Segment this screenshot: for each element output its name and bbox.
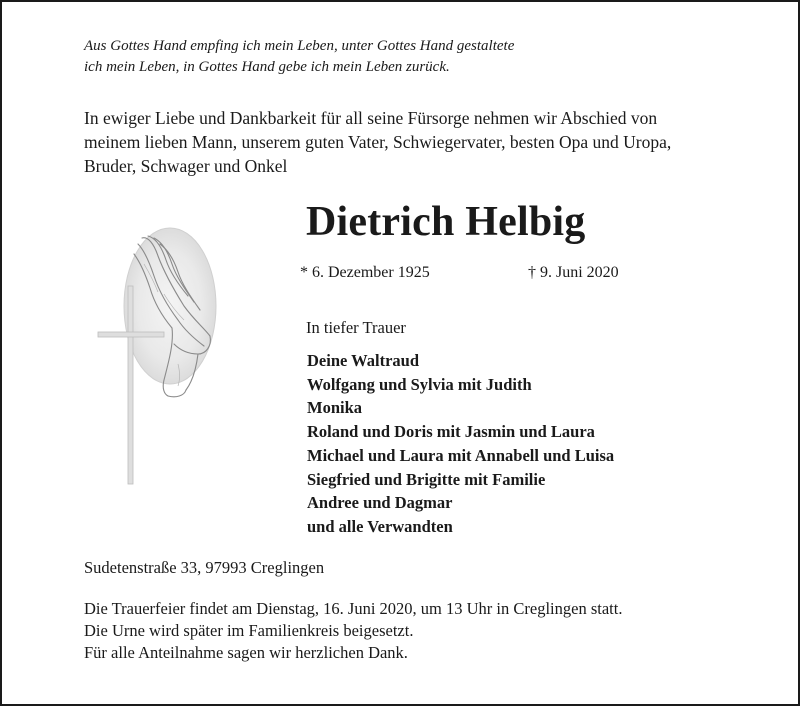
mourner-entry: Andree und Dagmar	[307, 493, 453, 513]
mourner-entry: Monika	[307, 398, 363, 418]
intro-line: In ewiger Liebe und Dankbarkeit für all seine Fürsorge nehmen wir Abschied von	[84, 108, 658, 128]
birth-date: * 6. Dezember 1925	[300, 264, 430, 281]
mourner-entry: Deine Waltraud	[307, 351, 419, 370]
mourners-list	[307, 349, 614, 539]
mourner-entry: Michael und Laura mit Annabell und Luisa	[307, 445, 615, 465]
mourner-entry: und alle Verwandten	[307, 516, 453, 536]
mourner-entry: Roland und Doris mit Jasmin und Laura	[307, 422, 595, 442]
closing-line: Die Trauerfeier findet am Dienstag, 16. Juni 2020, um 13 Uhr in Creglingen statt.	[84, 599, 623, 618]
intro-line: Bruder, Schwager und Onkel	[84, 156, 288, 176]
mourning-label: In tiefer Trauer	[306, 318, 406, 337]
closing-line: Für alle Anteilnahme sagen wir herzlichen Dank.	[84, 643, 408, 662]
praying-hands-with-cross-icon	[94, 224, 224, 494]
death-date: † 9. Juni 2020	[528, 264, 619, 281]
mourner-entry: Siegfried und Brigitte mit Familie	[307, 469, 546, 489]
deceased-name: Dietrich Helbig	[306, 199, 586, 245]
bible-verse	[84, 36, 514, 78]
intro-line: meinem lieben Mann, unserem guten Vater, Schwiegervater, besten Opa und Uropa,	[84, 132, 672, 152]
intro-text	[84, 106, 671, 178]
mourner-entry: Wolfgang und Sylvia mit Judith	[307, 374, 532, 394]
verse-line: Aus Gottes Hand empfing ich mein Leben, unter Gottes Hand gestaltete	[84, 38, 515, 54]
closing-text	[84, 598, 622, 664]
closing-line: Die Urne wird später im Familienkreis beigesetzt.	[84, 621, 414, 640]
verse-line: ich mein Leben, in Gottes Hand gebe ich mein Leben zurück.	[84, 59, 450, 75]
family-address: Sudetenstraße 33, 97993 Creglingen	[84, 558, 325, 577]
